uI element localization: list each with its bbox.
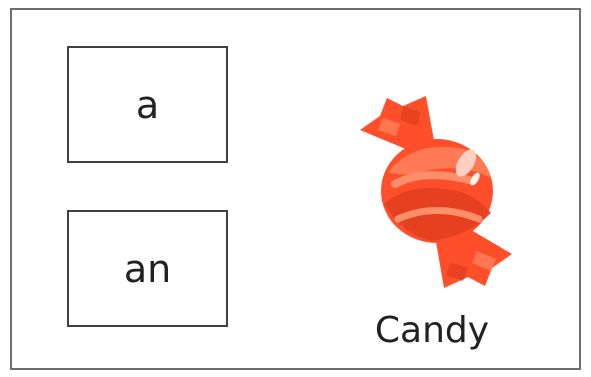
worksheet-card — [10, 8, 581, 370]
choice-box-an[interactable]: an — [67, 210, 228, 327]
choice-box-a[interactable]: a — [67, 46, 228, 163]
candy-icon — [340, 80, 530, 300]
picture-label: Candy — [374, 310, 490, 351]
